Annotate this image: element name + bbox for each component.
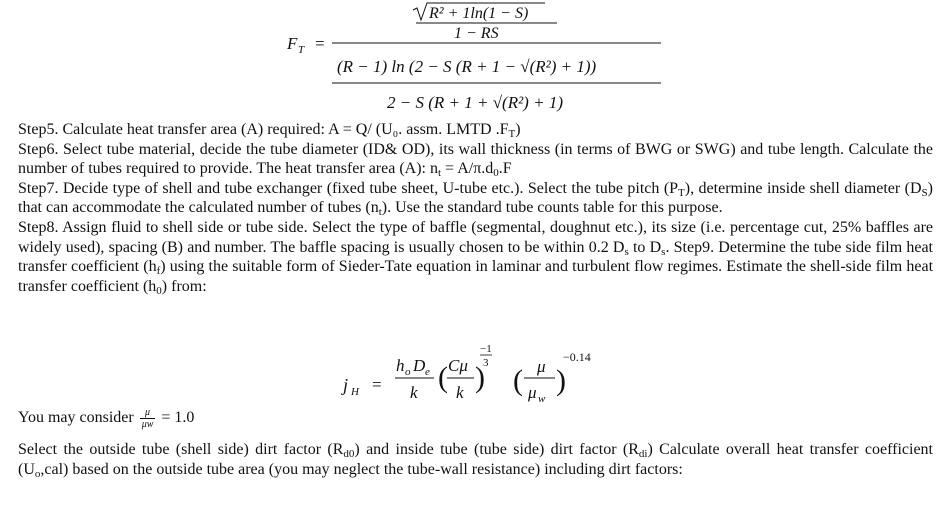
jh-exp1-num: −1 xyxy=(480,343,492,355)
ft-lhs-sub: T xyxy=(298,44,305,56)
jh-f3-num: μ xyxy=(537,357,546,376)
step6: Step6. Select tube material, decide the tube diameter (ID& OD), its wall thickness (in terms of BWG or SWG) and tube length. Calculate the number of tubes required to provide. The heat transfer area (A): $n_t = A/\pi.d_0.F$ xyxy=(18,140,933,180)
jh-rparen-1: ) xyxy=(475,361,485,394)
consider-num: μ xyxy=(140,407,156,419)
consider-den: μw xyxy=(141,419,154,430)
jh-equals: = xyxy=(372,375,382,394)
ft-den-num: (R − 1) ln (2 − S (R + 1 − √(R²) + 1)) xyxy=(337,57,597,76)
jh-f3-den: μ xyxy=(528,383,537,402)
consider-prefix: You may consider xyxy=(18,409,134,427)
jh-lparen-2: ( xyxy=(513,364,523,397)
ft-inner-den: 1 − RS xyxy=(454,25,499,42)
consider-value: = 1.0 xyxy=(161,409,195,427)
jh-lparen-1: ( xyxy=(438,361,448,394)
ft-den-den: 2 − S (R + 1 + √(R²) + 1) xyxy=(387,93,563,112)
step5: Step5. Calculate heat transfer area (A) required: A = Q/ (U₀. assm. LMTD $.F_T$) xyxy=(18,121,521,140)
jh-f1-num-e: e xyxy=(425,366,430,378)
jh-f2-den: k xyxy=(456,383,464,402)
step8: Step8. Assign fluid to shell side or tube side. Select the type of baffle (segmental, doughnut etc.), its size (i.e. percentage cut, 25% baffles are widely used), spacing (B) and number. The baffle spacing is usually chosen to be within 0.2 $D_s$ to $D_s$. Step9. Determine the tube side film heat transfer coefficient $(h_f)$ using the suitable form of Sieder-Tate equation in laminar and turbulent flow regimes. Estimate the shell-side film heat transfer coefficient $(h_0)$ from: xyxy=(18,218,934,297)
jh-lhs: j xyxy=(343,375,349,395)
ft-inner-num: R² + 1ln(1 − S) xyxy=(429,5,529,22)
jh-f1-num-o: o xyxy=(405,366,411,378)
consider-line xyxy=(18,407,194,430)
consider-fraction xyxy=(140,407,156,430)
jh-f1-den: k xyxy=(410,383,418,402)
jh-rparen-2: ) xyxy=(556,364,566,397)
jh-lhs-sub: H xyxy=(351,386,359,398)
jh-f1-num-d: D xyxy=(413,356,426,375)
jh-exp2: −0.14 xyxy=(563,350,591,364)
jh-f3-den-sub: w xyxy=(538,393,546,405)
ft-formula xyxy=(0,0,943,120)
step7: Step7. Decide type of shell and tube exchanger (fixed tube sheet, U-tube etc.). Select the tube pitch $(P_T)$, determine inside shell diameter $(D_S)$ that can accommodate the calculated number of tubes $(n_t)$. Use the standard tube counts table for this purpose. xyxy=(18,179,933,219)
ft-equals: = xyxy=(315,34,325,53)
ft-lhs: F xyxy=(287,34,298,53)
steps-block xyxy=(18,120,933,296)
jh-f2-num: Cμ xyxy=(448,356,468,375)
jh-exp1-den: 3 xyxy=(483,357,489,369)
jh-f1-num-h: h xyxy=(396,356,405,375)
final-paragraph: Select the outside tube (shell side) dirt factor $(R_{d0})$ and inside tube (tube side) dirt factor $(R_{di})$ Calculate overall heat transfer coefficient $(U_o,cal)$ based on the outside tube area (you may neglect the tube-wall resistance) including dirt factors: xyxy=(18,441,934,480)
